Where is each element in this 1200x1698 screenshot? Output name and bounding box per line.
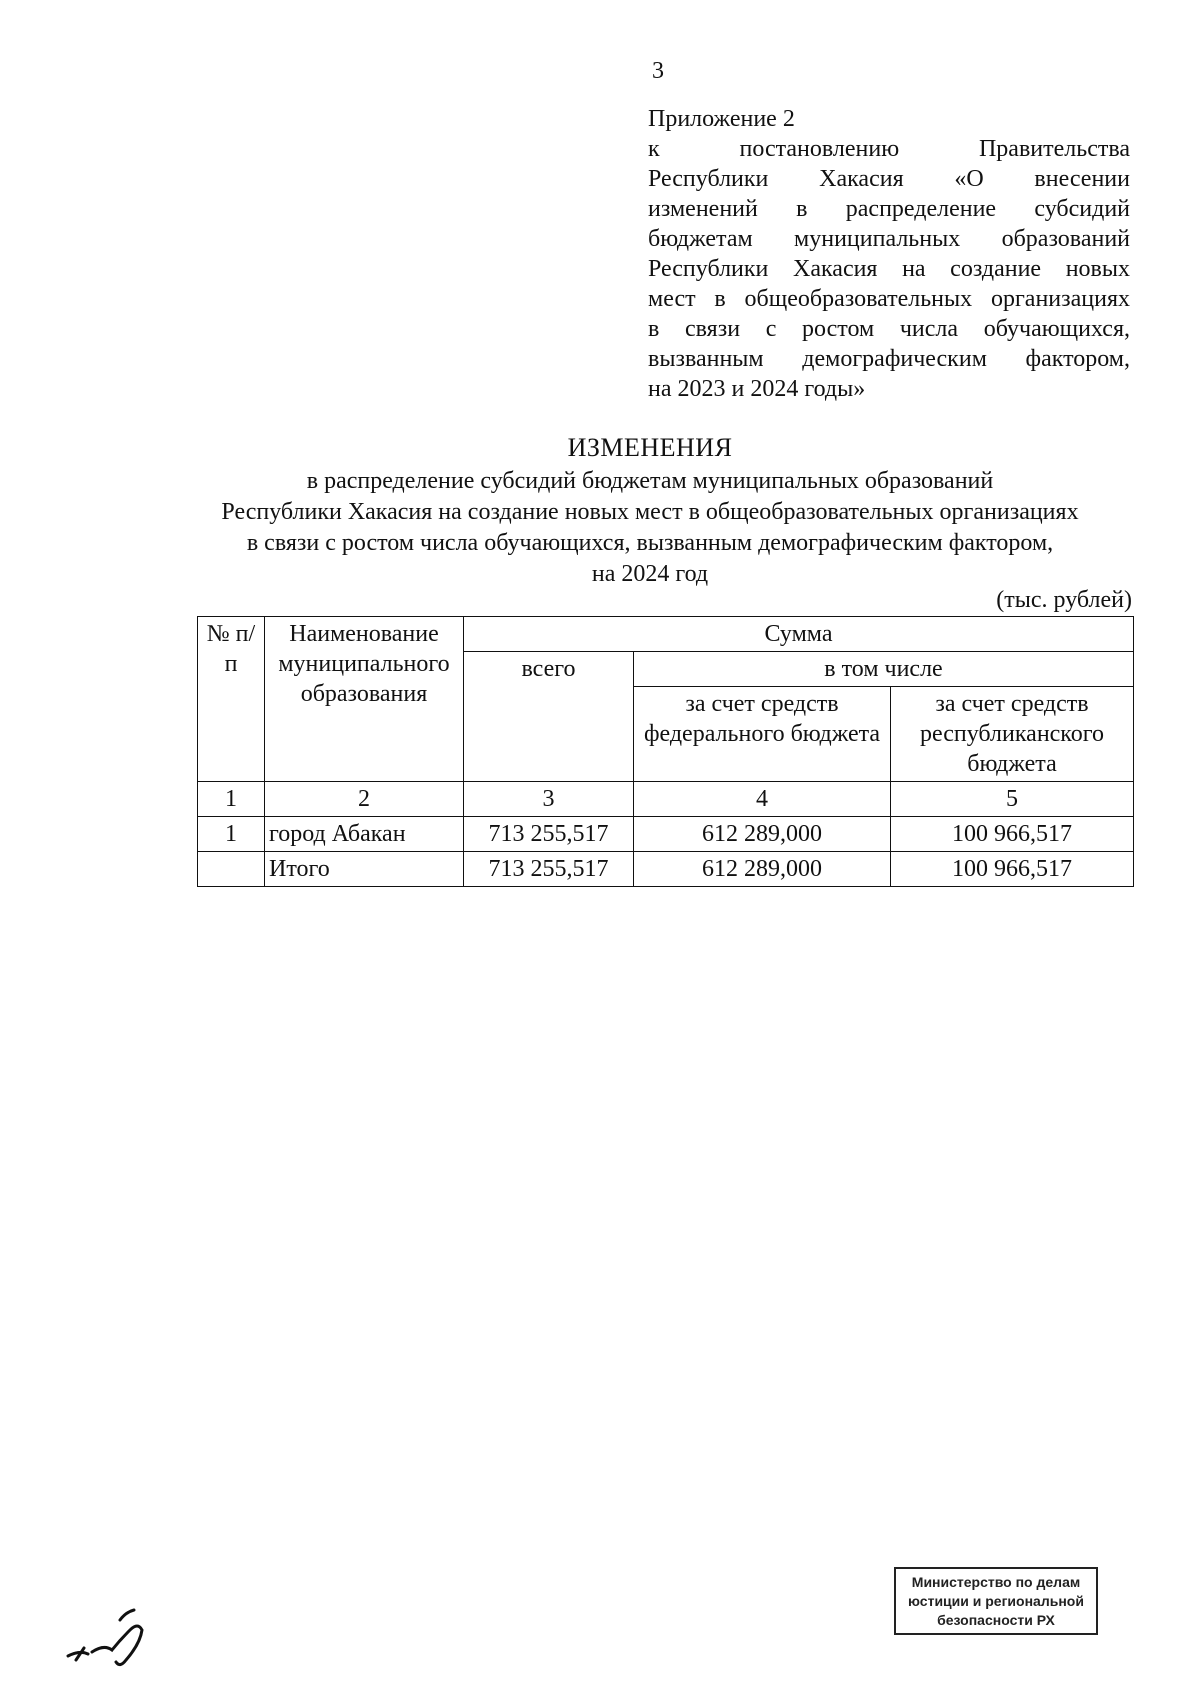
signature-icon	[60, 1600, 180, 1672]
header-including: в том числе	[634, 652, 1134, 687]
total-republic: 100 966,517	[891, 852, 1134, 887]
header-name: Наименование муниципального образования	[265, 617, 464, 782]
appendix-line: к постановлению Правительства	[648, 136, 1130, 162]
total-label: Итого	[265, 852, 464, 887]
document-subtitle-line: в связи с ростом числа обучающихся, вызванным демографическим фактором,	[246, 530, 1054, 556]
appendix-line: изменений в распределение субсидий	[648, 196, 1130, 222]
total-total: 713 255,517	[464, 852, 634, 887]
row-republic: 100 966,517	[891, 817, 1134, 852]
units-label: (тыс. рублей)	[996, 587, 1132, 613]
appendix-title: Приложение 2	[648, 106, 795, 132]
document-subtitle-line: Республики Хакасия на создание новых мест в общеобразовательных организациях	[221, 499, 1079, 525]
appendix-line: Республики Хакасия на создание новых	[648, 256, 1130, 282]
header-federal: за счет средств федерального бюджета	[634, 687, 891, 782]
appendix-text	[648, 134, 1130, 404]
column-number: 5	[891, 782, 1134, 817]
header-sum: Сумма	[464, 617, 1134, 652]
appendix-line: Республики Хакасия «О внесении	[648, 166, 1130, 192]
column-number: 1	[198, 782, 265, 817]
document-title: ИЗМЕНЕНИЯ	[567, 433, 733, 462]
header-num: № п/п	[198, 617, 265, 782]
appendix-line: мест в общеобразовательных организациях	[648, 286, 1130, 312]
column-number: 2	[265, 782, 464, 817]
document-subtitle-line: в распределение субсидий бюджетам муниципальных образований	[306, 468, 994, 494]
table-row	[198, 817, 1134, 852]
ministry-stamp	[894, 1567, 1098, 1635]
total-federal: 612 289,000	[634, 852, 891, 887]
table-header-row	[198, 617, 1134, 652]
appendix-line: в связи с ростом числа обучающихся,	[648, 316, 1130, 342]
document-subtitle-line: на 2024 год	[591, 561, 709, 587]
column-number: 4	[634, 782, 891, 817]
stamp-line: Министерство по делам	[911, 1574, 1081, 1590]
row-num: 1	[198, 817, 265, 852]
column-number-row	[198, 782, 1134, 817]
appendix-line: вызванным демографическим фактором,	[648, 346, 1130, 372]
stamp-line: безопасности РХ	[937, 1612, 1055, 1628]
page-number: 3	[652, 58, 664, 84]
total-row-num	[198, 852, 265, 887]
header-republic: за счет средств республиканского бюджета	[891, 687, 1134, 782]
row-federal: 612 289,000	[634, 817, 891, 852]
stamp-line: юстиции и региональной	[908, 1593, 1084, 1609]
row-name: город Абакан	[265, 817, 464, 852]
column-number: 3	[464, 782, 634, 817]
appendix-line: бюджетам муниципальных образований	[648, 226, 1130, 252]
total-row	[198, 852, 1134, 887]
appendix-line: на 2023 и 2024 годы»	[648, 376, 866, 402]
appendix-block	[648, 104, 1130, 404]
subsidy-table	[197, 616, 1134, 887]
header-total: всего	[464, 652, 634, 782]
row-total: 713 255,517	[464, 817, 634, 852]
